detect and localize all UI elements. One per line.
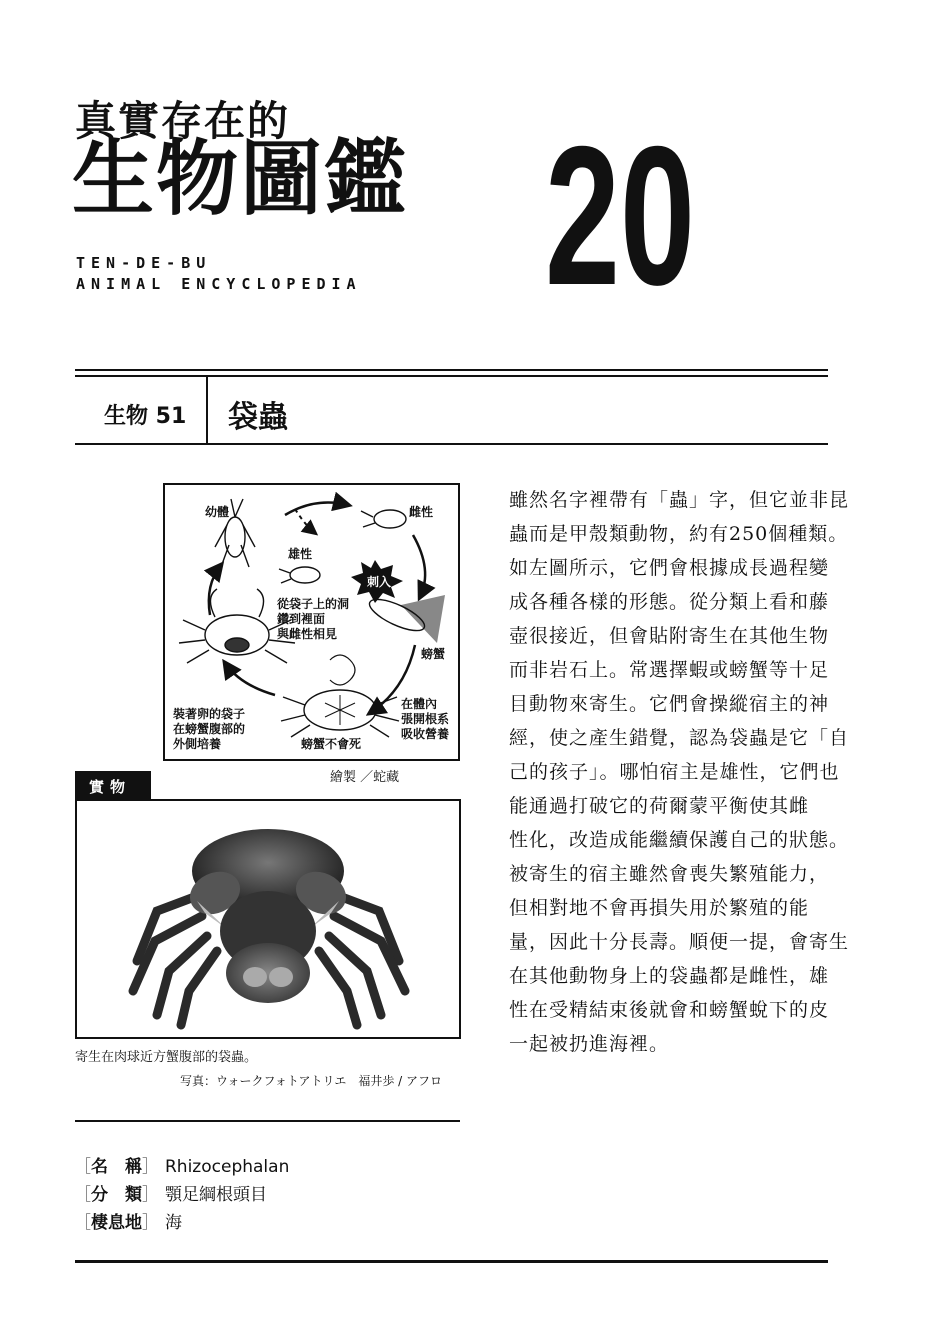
header-top-rule [75, 369, 828, 371]
photo-credit: 写真：ウォークフォトアトリエ 福井歩 / アフロ [180, 1074, 442, 1088]
header-bottom-rule [75, 443, 828, 445]
label-larva: 幼體 [205, 505, 230, 519]
issue-number [540, 105, 700, 326]
footer-rule [75, 1260, 828, 1263]
body-line: 但相對地不會再損失用於繁殖的能 [509, 897, 810, 919]
body-line: 蟲而是甲殼類動物，約有250個種類。 [509, 523, 849, 545]
photo-caption: 寄生在肉球近方蟹腹部的袋蟲。 [75, 1050, 258, 1065]
header-top-rule-2 [75, 375, 828, 377]
info-row-name: ［名 稱］ Rhizocephalan [74, 1157, 290, 1177]
label-hole-line1: 從袋子上的洞 [277, 597, 350, 611]
label-male: 雄性 [288, 547, 313, 561]
name-value: Rhizocephalan [165, 1157, 290, 1177]
body-line: 被寄生的宿主雖然會喪失繁殖能力， [509, 863, 830, 885]
label-hole-line3: 與雌性相見 [277, 627, 338, 641]
label-egg-line1: 裝著卵的袋子 [173, 707, 246, 721]
series-en-line2: ANIMAL ENCYCLOPEDIA [76, 275, 362, 293]
body-line: 壺很接近，但會貼附寄生在其他生物 [509, 625, 830, 647]
label-root-line2: 張開根系 [401, 712, 450, 726]
label-crab: 螃蟹 [421, 647, 446, 661]
class-label: 分 類 [91, 1185, 142, 1205]
body-line: 在其他動物身上的袋蟲都是雌性，雄 [509, 965, 830, 987]
body-line: 如左圖所示，它們會根據成長過程變 [509, 557, 830, 579]
label-egg-line3: 外側培養 [173, 737, 222, 751]
body-line: 成各種各樣的形態。從分類上看和藤 [509, 591, 830, 613]
class-value: 顎足綱根頭目 [165, 1185, 267, 1205]
body-line: 性在受精結束後就會和螃蟹蛻下的皮 [509, 999, 830, 1021]
species-name: 袋蟲 [228, 400, 288, 435]
label-no-death: 螃蟹不會死 [301, 737, 362, 751]
body-line: 經，使之產生錯覺，認為袋蟲是它「自 [509, 727, 850, 749]
crab-photo [75, 799, 461, 1039]
issue-number-text: 20 [545, 105, 695, 326]
body-line: 能通過打破它的荷爾蒙平衡使其雌 [509, 795, 810, 817]
label-stab: 刺入 [367, 575, 392, 589]
diagram-credit: 繪製 ／蛇藏 [330, 770, 400, 785]
crab-photo-illustration [77, 801, 459, 1037]
label-root-line3: 吸收營養 [401, 727, 450, 741]
female-larva-figure [361, 510, 406, 528]
info-row-class: ［分 類］ 顎足綱根頭目 [74, 1185, 267, 1205]
label-root-line1: 在體內 [401, 697, 438, 711]
label-hole-line2: 鑽到裡面 [277, 612, 326, 626]
body-line: 目動物來寄生。它們會操縱宿主的神 [509, 693, 830, 715]
photo-tab: 實物 [75, 771, 151, 799]
body-line: 雖然名字裡帶有「蟲」字，但它並非昆 [509, 489, 850, 511]
habitat-value: 海 [165, 1213, 182, 1233]
series-en-line1: TEN-DE-BU [76, 254, 212, 272]
header-divider [206, 376, 208, 444]
label-female: 雌性 [409, 505, 434, 519]
body-line: 性化，改造成能繼續保護自己的狀態。 [509, 829, 850, 851]
habitat-label: 棲息地 [91, 1213, 142, 1233]
series-title-small: 真實存在的 [75, 97, 290, 145]
series-title-big: 生物圖鑑 [72, 131, 409, 227]
info-top-rule [75, 1120, 460, 1122]
body-line: 量，因此十分長壽。順便一提，會寄生 [509, 931, 850, 953]
name-label: 名 稱 [91, 1157, 142, 1177]
body-line: 而非岩石上。常選擇蝦或螃蟹等十足 [509, 659, 830, 681]
body-line: 一起被扔進海裡。 [509, 1033, 670, 1055]
crab-infected-figure [281, 655, 399, 737]
crab-leg-figure [366, 593, 445, 643]
info-row-habitat: ［棲息地］ 海 [74, 1213, 182, 1233]
body-text [509, 483, 850, 1061]
male-larva-figure [279, 567, 320, 583]
species-number-label: 生物 51 [104, 404, 187, 429]
body-line: 己的孩子」。哪怕宿主是雄性，它們也 [509, 761, 840, 783]
label-egg-line2: 在螃蟹腹部的 [173, 722, 246, 736]
life-cycle-diagram [163, 483, 460, 761]
